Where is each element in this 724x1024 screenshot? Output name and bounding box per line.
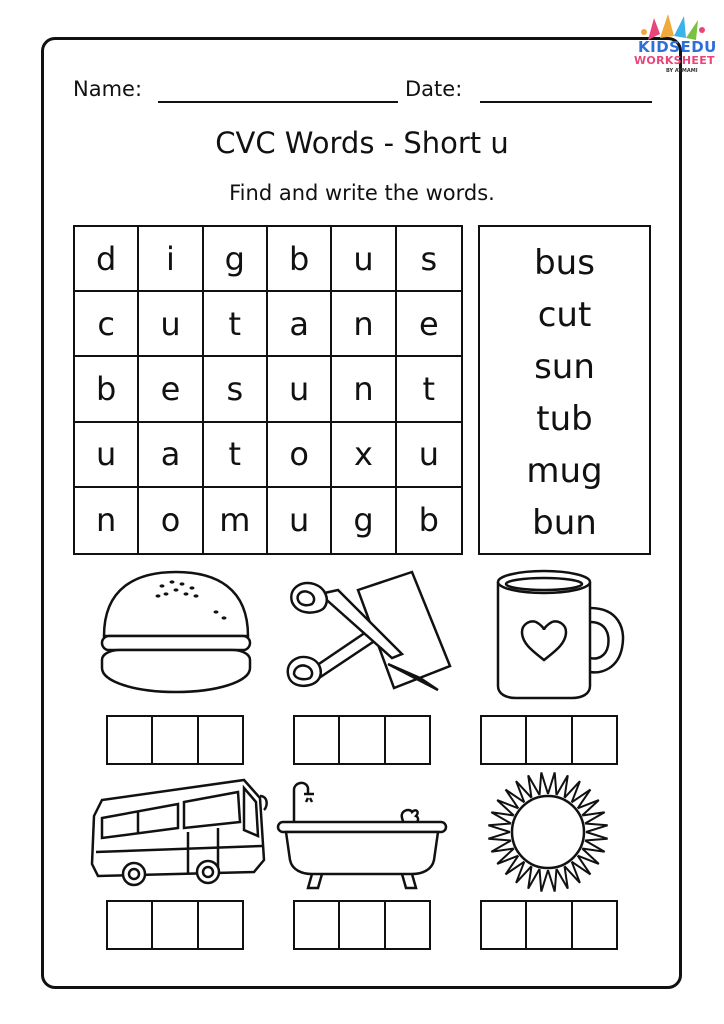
grid-cell[interactable]: t	[204, 292, 268, 357]
sun-ray	[540, 772, 549, 795]
instructions: Find and write the words.	[229, 181, 495, 205]
sun-ray	[491, 812, 513, 823]
grid-cell[interactable]: s	[397, 227, 461, 292]
word-list-item: sun	[534, 347, 595, 387]
grid-cell[interactable]: u	[397, 423, 461, 488]
letter-boxes	[106, 715, 244, 765]
grid-cell[interactable]: m	[204, 488, 268, 553]
grid-cell[interactable]: c	[75, 292, 139, 357]
letter-box[interactable]	[108, 902, 153, 948]
letter-box[interactable]	[527, 717, 572, 763]
letter-box[interactable]	[153, 902, 198, 948]
page-title: CVC Words - Short u	[215, 126, 509, 160]
letter-box[interactable]	[386, 717, 429, 763]
sun-icon	[486, 770, 610, 894]
grid-cell[interactable]: t	[204, 423, 268, 488]
letter-box[interactable]	[295, 902, 340, 948]
letter-box[interactable]	[199, 902, 242, 948]
mug-icon	[494, 568, 628, 700]
date-label: Date:	[405, 77, 463, 101]
letter-box[interactable]	[573, 717, 616, 763]
grid-cell[interactable]: t	[397, 357, 461, 422]
grid-cell[interactable]: u	[332, 227, 396, 292]
letter-box[interactable]	[482, 717, 527, 763]
sun-ray	[491, 841, 513, 852]
grid-cell[interactable]: n	[75, 488, 139, 553]
grid-cell[interactable]: d	[75, 227, 139, 292]
letter-box[interactable]	[153, 717, 198, 763]
sun-ray	[582, 841, 604, 852]
bus-icon	[88, 776, 268, 888]
grid-cell[interactable]: b	[418, 501, 439, 540]
logo-text-by: BY AYMAMI	[666, 68, 698, 74]
grid-cell[interactable]: u	[268, 357, 332, 422]
grid-cell[interactable]: b	[75, 357, 139, 422]
sun-ray	[582, 812, 604, 823]
grid-cell[interactable]: u	[139, 292, 203, 357]
sun-ray	[548, 772, 557, 795]
letter-boxes	[293, 900, 431, 950]
sun-ray	[488, 832, 511, 841]
sun-ray	[548, 869, 557, 892]
grid-cell[interactable]: x	[332, 423, 396, 488]
grid-cell[interactable]: o	[139, 488, 203, 553]
logo-text-kidsedu: KIDSEDU	[638, 38, 717, 56]
scissors-icon	[284, 566, 454, 696]
logo-text-worksheet: WORKSHEET	[634, 54, 715, 67]
date-line[interactable]	[480, 101, 652, 103]
grid-cell[interactable]: e	[139, 357, 203, 422]
word-list-item: bus	[534, 243, 595, 283]
grid-cell[interactable]: o	[268, 423, 332, 488]
grid-cell[interactable]: n	[332, 357, 396, 422]
letter-box[interactable]	[295, 717, 340, 763]
sun-ray	[528, 775, 539, 797]
grid-cell[interactable]: u	[268, 488, 332, 553]
word-list-box	[478, 225, 651, 555]
grid-cell[interactable]: a	[268, 292, 332, 357]
grid-cell[interactable]: n	[332, 292, 396, 357]
sun-ray	[528, 866, 539, 888]
word-list-item: tub	[536, 399, 593, 439]
letter-box[interactable]	[199, 717, 242, 763]
letter-boxes	[293, 715, 431, 765]
grid-cell[interactable]: a	[139, 423, 203, 488]
letter-boxes	[106, 900, 244, 950]
word-list-item: bun	[532, 503, 597, 543]
grid-cell[interactable]: u	[75, 423, 139, 488]
word-list-item: mug	[526, 451, 603, 491]
sun-ray	[540, 869, 549, 892]
sun-ray	[488, 824, 511, 833]
kidsedu-logo	[632, 12, 718, 78]
letter-box[interactable]	[527, 902, 572, 948]
letter-boxes	[480, 715, 618, 765]
word-list-item: cut	[537, 295, 592, 335]
grid-cell[interactable]: s	[204, 357, 268, 422]
grid-cell[interactable]: i	[139, 227, 203, 292]
grid-cell[interactable]: e	[397, 292, 461, 357]
name-line[interactable]	[158, 101, 398, 103]
letter-boxes	[480, 900, 618, 950]
name-label: Name:	[73, 77, 143, 101]
tub-icon	[276, 778, 448, 890]
letter-box[interactable]	[573, 902, 616, 948]
bun-icon	[96, 568, 256, 698]
letter-box[interactable]	[482, 902, 527, 948]
letter-box[interactable]	[108, 717, 153, 763]
letter-box[interactable]	[340, 902, 385, 948]
grid-cell[interactable]: b	[268, 227, 332, 292]
sun-ray	[585, 824, 608, 833]
letter-box[interactable]	[386, 902, 429, 948]
letter-box[interactable]	[340, 717, 385, 763]
word-search-grid	[73, 225, 463, 555]
grid-cell[interactable]: g	[204, 227, 268, 292]
sun-ray	[585, 832, 608, 841]
sun-ray	[557, 866, 568, 888]
sun-ray	[557, 775, 568, 797]
grid-cell[interactable]: g	[332, 488, 396, 553]
